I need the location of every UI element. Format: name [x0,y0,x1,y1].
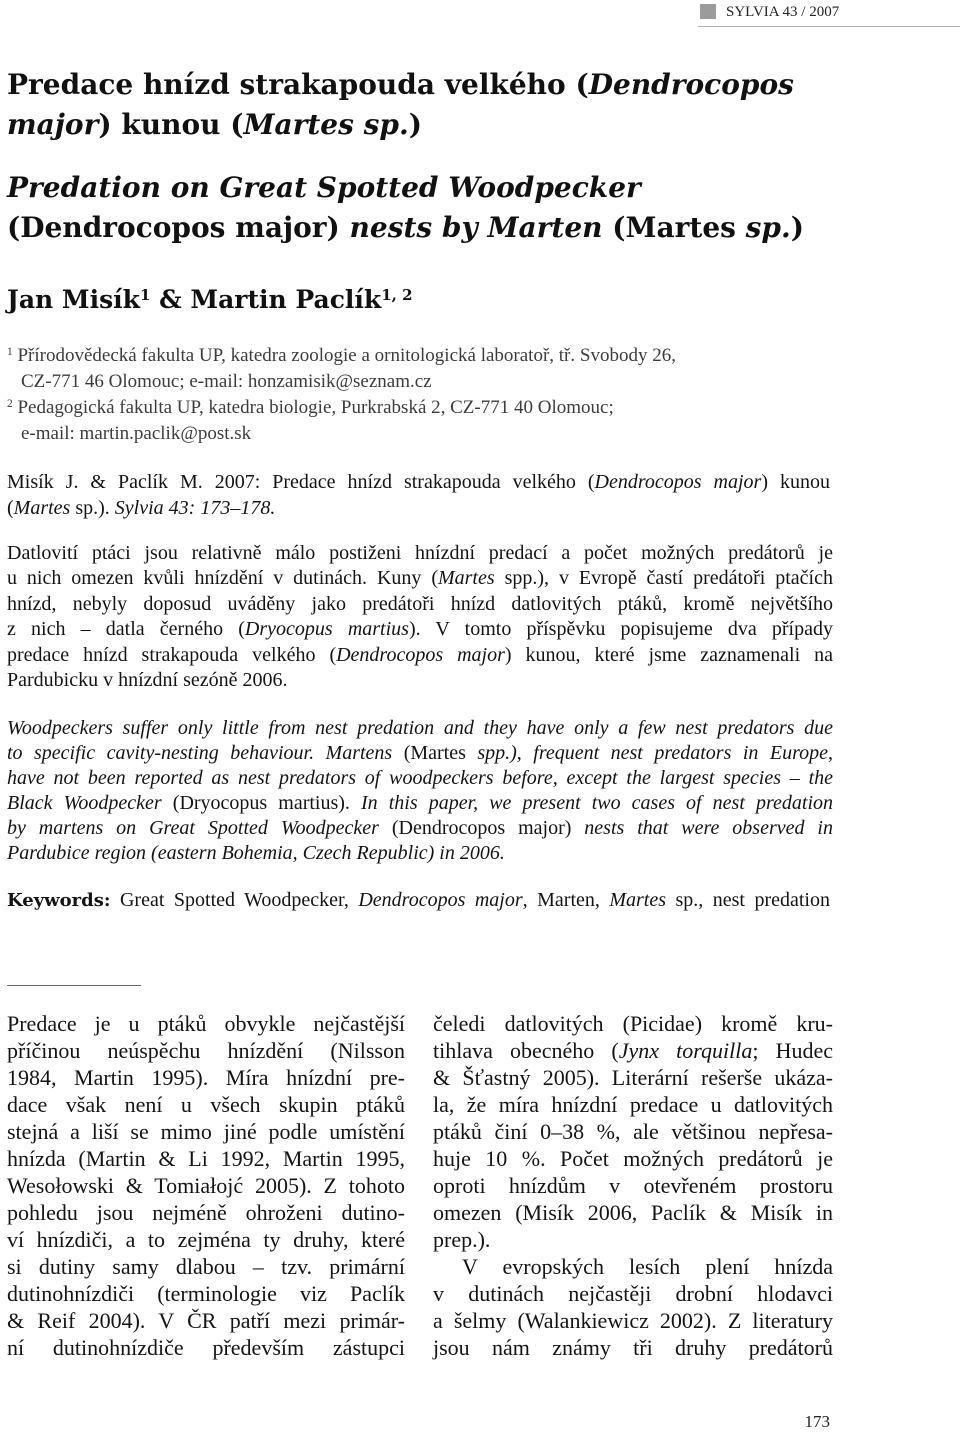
body-line: jsou nám známy tři druhy predátorů [433,1335,833,1360]
affiliation-text: Pedagogická fakulta UP, katedra biologie, Purkrabská 2, CZ-771 40 Olomouc; [17,397,614,418]
body-line [433,1037,833,1064]
body-line: stejná a liší se mimo jiné podle umístění [7,1119,405,1144]
author-name: Martin Paclík [190,285,382,314]
title-czech-line [7,105,794,145]
body-line: oproti hnízdům v otevřeném prostoru [433,1173,833,1198]
title-latin-name: (Martes [602,211,746,244]
title-english [7,168,804,248]
body-line: la, že míra hnízdní predace u datlovitých [433,1092,833,1117]
affiliation-line: CZ-771 46 Olomouc; e-mail: honzamisik@seznam.cz [21,371,432,392]
citation-journal: Sylvia 43: 173–178. [114,497,276,519]
keyword-text: Great Spotted Woodpecker, [110,889,359,911]
title-text: ) [790,211,805,244]
body-line: čeledi datlovitých (Picidae) kromě kru- [433,1011,833,1036]
title-text: ) [408,108,422,141]
abstract-line: Datlovití ptáci jsou relativně málo postiženi hnízdní predací a počet možných predátorů je [7,542,833,564]
body-line: hnízda (Martin & Li 1992, Martin 1995, [7,1146,405,1171]
citation-line [7,469,830,495]
body-line: Predace je u ptáků obvykle nejčastější [7,1011,405,1036]
title-latin-name: (Dendrocopos major) [7,211,350,244]
abstract-text: z nich – datla černého ( [7,618,245,641]
body-line: huje 10 %. Počet možných predátorů je [433,1146,833,1171]
abstract-line [7,566,833,591]
title-czech-line [7,65,794,105]
keyword-latin-name: Martes [609,889,667,911]
title-latin-name: Martes sp. [243,108,409,141]
abstract-text: predace hnízd strakapouda velkého ( [7,643,337,666]
title-english-line: Predation on Great Spotted Woodpecker [7,171,641,204]
affiliation-mark: 1 [7,345,13,358]
affiliation-text: Přírodovědecká fakulta UP, katedra zoologie a ornitologická laboratoř, tř. Svobody 26, [17,345,676,366]
title-latin-name: major [7,108,99,141]
body-separator-rule [7,985,141,986]
body-line-paragraph-start: V evropských lesích plení hnízda [462,1254,833,1279]
body-line: ví hnízdiči, a to zejména ty druhy, které [7,1227,405,1252]
body-line: 1984, Martin 1995). Míra hnízdní pre- [7,1065,405,1090]
abstract-latin-name: Dendrocopos major [336,643,505,666]
abstract-line [7,791,833,816]
abstract-text: nests that were observed in [571,816,833,839]
abstract-text: spp.), frequent nest predators in Europe, [465,741,833,764]
citation-latin-name: Dendrocopos major [594,471,762,493]
abstract-text: ). V tomto příspěvku popisujeme dva případy [408,618,833,641]
keywords-label: Keywords: [7,890,111,911]
body-line: ní dutinohnízdiče především zástupci [7,1335,405,1360]
body-line: omezen (Misík 2006, Paclík & Misík in [433,1200,833,1225]
journal-header: SYLVIA 43 / 2007 [726,4,840,20]
abstract-line [7,741,833,766]
body-line: dace však není u všech skupin ptáků [7,1092,405,1117]
title-text: sp. [745,211,791,244]
abstract-latin-name: Dryocopus martius [244,618,409,641]
abstract-text: u nich omezen kvůli hnízdění v dutinách. Kuny ( [7,567,438,590]
keyword-text: sp., nest predation [666,889,830,911]
citation-text: ) kunou [761,471,830,493]
body-line: Wesołowski & Tomiałojć 2005). Z tohoto [7,1173,405,1198]
abstract-czech [7,541,833,693]
abstract-latin-name: (Martes [403,741,466,764]
author-affiliation-mark: 1 [139,285,151,304]
body-latin-name: Jynx torquilla [618,1038,753,1063]
author-separator: & [150,285,191,314]
body-column-left [7,1010,405,1361]
author-list [7,283,413,317]
body-text: ; Hudec [752,1038,833,1063]
author-name: Jan Misík [7,285,140,314]
abstract-line [7,643,833,668]
citation-text: sp.). [70,497,115,519]
abstract-latin-name: (Dendrocopos major) [378,816,572,839]
body-line: a šelmy (Walankiewicz 2002). Z literatury [433,1308,833,1333]
citation-text: ( [7,497,14,519]
citation-text: Misík J. & Paclík M. 2007: Predace hnízd strakapouda velkého ( [7,471,595,493]
body-line: si dutiny samy dlabou – tzv. primární [7,1254,405,1279]
author-affiliation-mark: 1, 2 [381,285,413,304]
title-text: ) kunou ( [98,108,244,141]
body-line: pohledu jsou nejméně ohroženi dutino- [7,1200,405,1225]
body-line: & Reif 2004). V ČR patří mezi primár- [7,1308,405,1333]
body-line: prep.). [433,1227,491,1252]
keywords [7,887,830,914]
abstract-line [7,816,833,841]
affiliation-line [7,395,676,421]
abstract-latin-name: Martes [437,567,495,590]
body-column-right [433,1010,833,1361]
abstract-text: In this paper, we present two cases of nest predation [349,791,833,814]
abstract-line: have not been reported as nest predators of woodpeckers before, except the largest species – the [7,766,833,789]
title-text: nests by Marten [349,211,603,244]
title-czech [7,65,794,145]
abstract-text: spp.), v Evropě častí predátoři ptačích [494,567,833,590]
affiliation-line [7,343,676,369]
title-latin-name: Dendrocopos [588,68,794,101]
affiliations [7,343,676,447]
keyword-latin-name: Dendrocopos major [358,889,523,911]
abstract-english [7,716,833,865]
affiliation-line: e-mail: martin.paclik@post.sk [21,423,252,444]
title-english-line [7,208,804,248]
abstract-text: Black Woodpecker [7,791,162,814]
abstract-latin-name: (Dryocopus martius). [161,791,350,814]
abstract-text: by martens on Great Spotted Woodpecker [7,816,379,839]
title-text: Predace hnízd strakapouda velkého ( [7,68,589,101]
abstract-line: Pardubicku v hnízdní sezóně 2006. [7,669,288,692]
abstract-text: to specific cavity-nesting behaviour. Martens [7,741,404,764]
body-line: ptáků činí 0–38 %, ale většinou nepřesa- [433,1119,833,1144]
body-text: tihlava obecného ( [433,1038,619,1063]
header-rule [698,26,960,27]
body-line: příčinou neúspěchu hnízdění (Nilsson [7,1038,405,1063]
abstract-line [7,617,833,642]
page-number: 173 [804,1412,830,1431]
abstract-line: Pardubice region (eastern Bohemia, Czech Republic) in 2006. [7,841,505,864]
affiliation-mark: 2 [7,397,13,410]
body-line: & Šťastný 2005). Literární rešerše ukáza- [433,1065,833,1090]
abstract-line: hnízd, nebyly doposud uváděny jako predátoři hnízd datlovitých ptáků, kromě největšího [7,592,833,615]
abstract-line: Woodpeckers suffer only little from nest predation and they have only a few nest predators due [7,717,833,739]
keyword-text: , Marten, [522,889,610,911]
body-line: v dutinách nejčastěji drobní hlodavci [433,1281,833,1306]
abstract-text: ) kunou, které jsme zaznamenali na [504,643,833,666]
journal-header-marker [700,4,716,19]
citation-latin-name: Martes [13,497,71,519]
body-line: dutinohnízdiči (terminologie viz Paclík [7,1281,405,1306]
citation-line [7,495,830,521]
citation [7,469,830,521]
